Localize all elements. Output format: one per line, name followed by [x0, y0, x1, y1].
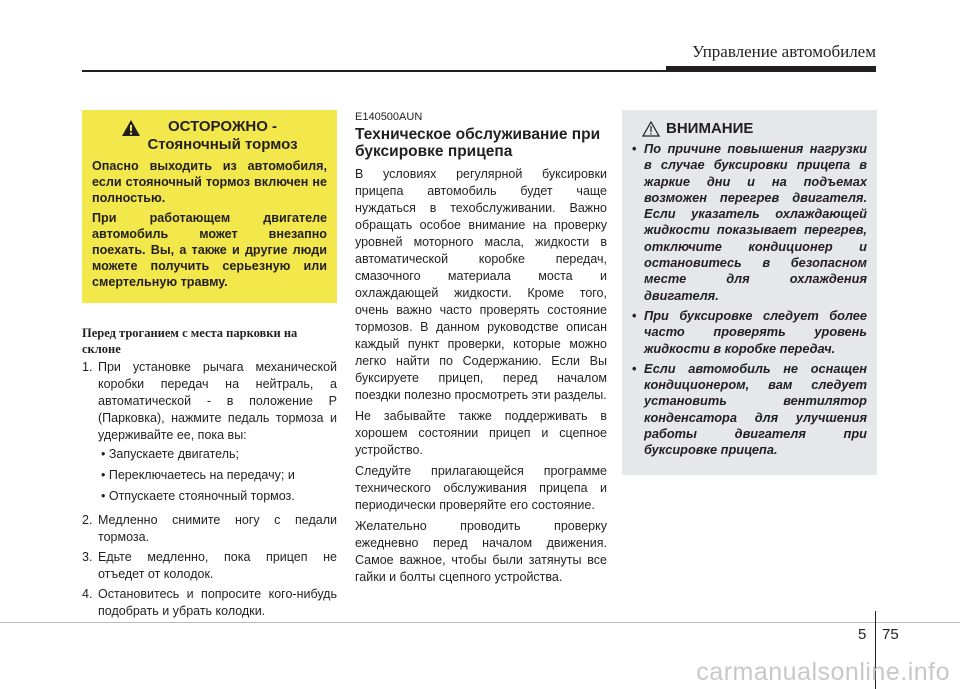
right-column	[622, 110, 877, 475]
caution-box	[622, 110, 877, 475]
bullet-item: • Отпускаете стояночный тормоз.	[101, 489, 295, 503]
warning-paragraph: Опасно выходить из автомобиля, если стояночный тормоз включен не полностью.	[92, 159, 327, 205]
step-text: Едьте медленно, пока прицеп не отъедет от колодок.	[98, 550, 337, 581]
section-code: E140500AUN	[355, 111, 423, 123]
departure-heading: Перед троганием с места парковки на склоне	[82, 326, 298, 356]
step-number: 3.	[82, 550, 93, 564]
warning-triangle-icon	[121, 119, 141, 137]
section-number: 5	[858, 626, 867, 643]
page-number: 75	[882, 626, 899, 643]
step-item	[82, 359, 337, 509]
caution-item	[632, 308, 867, 357]
warning-title: ОСТОРОЖНО -	[167, 118, 278, 135]
caution-text: При буксировке следует более часто проверять уровень жидкости в коробке передач.	[644, 307, 867, 356]
maintenance-heading: Техническое обслуживание при буксировке прицепа	[355, 126, 601, 160]
step-text: При установке рычага механической коробки передач на нейтраль, а автоматической - в положение P (Парковка), нажмите педаль тормоза и удерживайте ее, пока вы:	[98, 360, 337, 442]
maintenance-paragraph: Желательно проводить проверку ежедневно перед началом движения. Самое важное, чтобы были затянуты все гайки и болты сцепного устройства.	[355, 519, 607, 584]
step-item	[82, 549, 337, 583]
caution-text: По причине повышения нагрузки в случае буксировки прицепа в жаркие дни и на подъемах возможен перегрев двигателя. Если указатель охлаждающей жидкости показывает перегрев, отключите кондиционер и остановитесь в безопасном месте для охлаждения двигателя.	[644, 141, 867, 303]
bullet-item: • Запускаете двигатель;	[101, 447, 240, 461]
maintenance-paragraph: Следуйте прилагающейся программе технического обслуживания прицепа и периодически проверяйте его состояние.	[355, 464, 607, 512]
step-bullets	[98, 446, 337, 505]
bullet-item: • Переключаетесь на передачу; и	[101, 468, 295, 482]
footer-rule	[0, 622, 960, 623]
warning-paragraph: При работающем двигателе автомобиль может внезапно поехать. Вы, а также и другие люди можете получить серьезную или смертельную травму.	[92, 211, 327, 289]
header-title: Управление автомобилем	[692, 42, 876, 61]
step-item	[82, 512, 337, 546]
warning-header	[92, 118, 327, 154]
caution-item	[632, 361, 867, 459]
departure-steps	[82, 359, 337, 620]
maintenance-paragraph: В условиях регулярной буксировки прицепа автомобиль будет чаще нуждаться в техобслуживании. Важно обращать особое внимание на проверку уровней моторного масла, жидкости в автоматической коробке передач, смазочного материала моста и охлаждающей жидкости. Кроме того, очень важно часто проверять состояние тормозов. В данном руководстве описан каждый пункт проверки, которые можно легко найти по Содержанию. Если Вы буксируете прицеп, перед началом поездки полезно просмотреть эти разделы.	[355, 167, 607, 402]
caution-text: Если автомобиль не оснащен кондиционером, вам следует установить вентилятор конденсатора для улучшения работы двигателя при буксировке прицепа.	[644, 360, 867, 458]
watermark-text: carmanualsonline.info	[696, 658, 950, 686]
maintenance-paragraph: Не забывайте также поддерживать в хорошем состоянии прицеп и сцепное устройство.	[355, 409, 607, 457]
warning-box	[82, 110, 337, 303]
warning-body	[92, 158, 327, 290]
middle-column	[355, 110, 607, 590]
step-number: 1.	[82, 360, 93, 374]
step-text: Медленно снимите ногу с педали тормоза.	[98, 513, 337, 544]
left-column	[82, 110, 337, 623]
step-number: 4.	[82, 587, 93, 601]
caution-bullet: •	[632, 307, 637, 323]
caution-item	[632, 141, 867, 304]
warning-subtitle: Стояночный тормоз	[147, 136, 298, 153]
caution-bullet: •	[632, 141, 637, 156]
caution-triangle-icon	[642, 121, 660, 137]
caution-header	[642, 120, 867, 137]
header-rule-accent	[666, 66, 876, 72]
caution-bullet: •	[632, 360, 637, 376]
caution-title: ВНИМАНИЕ	[666, 120, 754, 137]
step-number: 2.	[82, 513, 93, 527]
step-text: Остановитесь и попросите кого-нибудь подобрать и убрать колодки.	[98, 587, 337, 618]
caution-list	[632, 141, 867, 459]
step-item	[82, 586, 337, 620]
